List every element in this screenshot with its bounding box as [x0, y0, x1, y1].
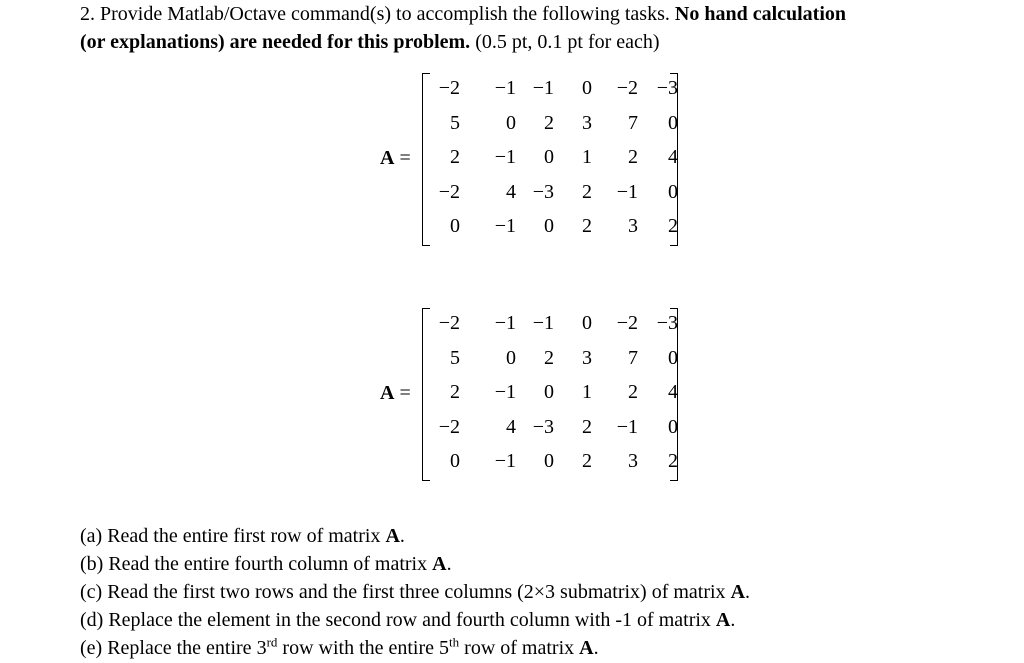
matrix-cell: −2	[438, 77, 460, 99]
matrix-cell: 2	[582, 215, 592, 237]
matrix-cell: 0	[450, 450, 460, 472]
matrix-cell: −2	[616, 77, 638, 99]
matrix-cell: 2	[668, 215, 678, 237]
no-hand-calculation-emphasis: No hand calculation	[674, 3, 847, 25]
left-bracket	[422, 73, 430, 246]
matrix-a-1	[380, 72, 680, 245]
task-b: (b) Read the entire fourth column of matrix A.	[80, 553, 452, 575]
matrix-cell: 2	[628, 146, 638, 168]
matrix-cell: 1	[582, 381, 592, 403]
matrix-cell: 0	[668, 346, 678, 369]
matrix-cell: 7	[628, 346, 638, 369]
matrix-cell: 0	[668, 180, 678, 203]
matrix-cell: −1	[616, 180, 638, 203]
matrix-cell: −1	[532, 77, 554, 99]
matrix-cell: −2	[438, 312, 460, 334]
problem-statement-line-2	[80, 30, 660, 54]
matrix-cell: 2	[544, 111, 554, 134]
matrix-cell: 0	[582, 77, 592, 99]
matrix-cell: 3	[582, 111, 592, 134]
points-info: (0.5 pt, 0.1 pt for each)	[470, 31, 660, 53]
matrix-cell: 0	[450, 215, 460, 237]
matrix-cell: −1	[494, 381, 516, 403]
matrix-cell: 3	[628, 450, 638, 472]
matrix-cell: −2	[438, 180, 460, 203]
matrix-cell: −1	[494, 450, 516, 472]
matrix-cell: −1	[494, 312, 516, 334]
matrix-cell: 0	[544, 450, 554, 472]
task-c: (c) Read the first two rows and the first three columns (2×3 submatrix) of matrix A.	[80, 581, 751, 603]
matrix-cell: 0	[582, 312, 592, 334]
matrix-cell: 0	[668, 111, 678, 134]
matrix-cell: −1	[616, 415, 638, 438]
matrix-cell: −2	[438, 415, 460, 438]
matrix-cell: 0	[544, 215, 554, 237]
matrix-cell: 2	[628, 381, 638, 403]
task-d: (d) Replace the element in the second row and fourth column with -1 of matrix A.	[80, 609, 736, 631]
matrix-cell: 2	[582, 415, 592, 438]
matrix-cell: 2	[450, 381, 460, 403]
matrix-cell: −3	[532, 415, 554, 438]
matrix-cell: −3	[656, 77, 678, 99]
matrix-cell: 0	[668, 415, 678, 438]
matrix-cell: −1	[494, 146, 516, 168]
matrix-cell: 3	[582, 346, 592, 369]
matrix-cell: −2	[616, 312, 638, 334]
matrix-cell: −1	[532, 312, 554, 334]
matrix-cell: 4	[668, 146, 678, 168]
matrix-cell: −3	[532, 180, 554, 203]
matrix-cell: 2	[668, 450, 678, 472]
matrix-cell: 4	[506, 415, 516, 438]
matrix-cell: 2	[582, 180, 592, 203]
matrix-cell: −3	[656, 312, 678, 334]
matrix-label: A =	[380, 382, 411, 405]
matrix-cell: 2	[450, 146, 460, 168]
matrix-cell: 0	[506, 111, 516, 134]
matrix-cell: 2	[544, 346, 554, 369]
matrix-cell: 2	[582, 450, 592, 472]
matrix-cell: 3	[628, 215, 638, 237]
matrix-cell: 0	[544, 146, 554, 168]
matrix-cell: 7	[628, 111, 638, 134]
matrix-cell: 0	[506, 346, 516, 369]
task-a: (a) Read the entire first row of matrix A.	[80, 525, 405, 547]
no-explanations-emphasis: (or explanations) are needed for this problem.	[80, 31, 471, 53]
problem-statement-line-1	[80, 2, 846, 26]
matrix-cell: 0	[544, 381, 554, 403]
matrix-cell: −1	[494, 77, 516, 99]
matrix-cell: 1	[582, 146, 592, 168]
matrix-cell: 4	[506, 180, 516, 203]
matrix-a-2	[380, 307, 680, 480]
problem-statement-text: 2. Provide Matlab/Octave command(s) to accomplish the following tasks.	[80, 3, 675, 25]
task-e: (e) Replace the entire 3rd row with the entire 5th row of matrix A.	[80, 634, 599, 659]
matrix-cell: 5	[450, 111, 460, 134]
matrix-cell: −1	[494, 215, 516, 237]
matrix-label: A =	[380, 147, 411, 170]
matrix-cell: 4	[668, 381, 678, 403]
matrix-cell: 5	[450, 346, 460, 369]
left-bracket	[422, 308, 430, 481]
